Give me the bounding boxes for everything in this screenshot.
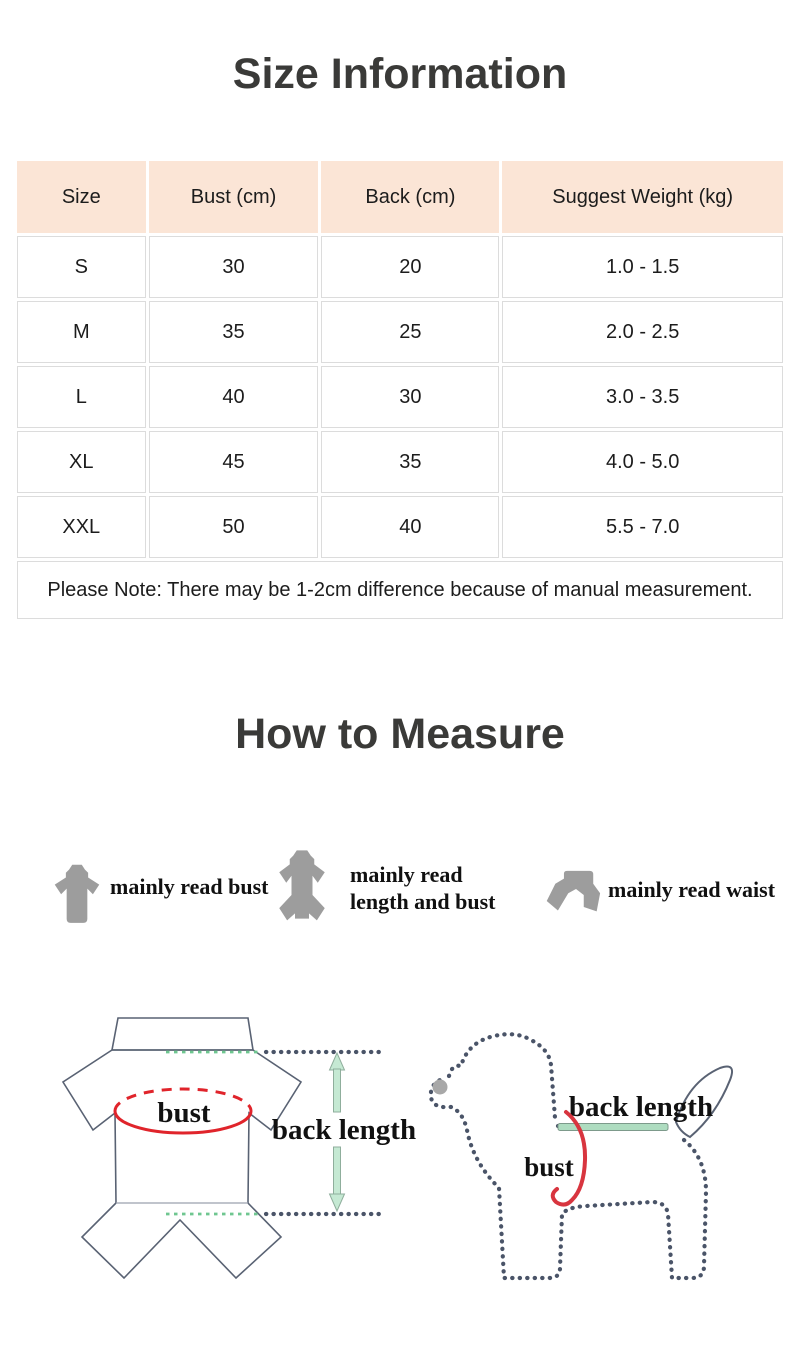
legend-label: mainly read waist <box>608 877 776 902</box>
cell-weight: 4.0 - 5.0 <box>502 431 783 493</box>
pants-icon <box>545 870 607 920</box>
page-title: Size Information <box>232 50 568 98</box>
measurement-note: Please Note: There may be 1-2cm difference because of manual measurement. <box>17 561 783 619</box>
cell-back: 30 <box>321 366 499 428</box>
cell-size: XXL <box>17 496 146 558</box>
section-title-how-to-measure: How to Measure <box>235 710 565 758</box>
cell-weight: 3.0 - 3.5 <box>502 366 783 428</box>
bust-label: bust <box>524 1152 574 1182</box>
cell-back: 35 <box>321 431 499 493</box>
cell-weight: 5.5 - 7.0 <box>502 496 783 558</box>
back-length-label: back length <box>271 1114 417 1146</box>
dog-diagram <box>431 1034 732 1278</box>
table-row <box>17 496 783 558</box>
cell-back: 20 <box>321 236 499 298</box>
cell-bust: 30 <box>149 236 319 298</box>
cell-bust: 45 <box>149 431 319 493</box>
cell-size: M <box>17 301 146 363</box>
cell-bust: 35 <box>149 301 319 363</box>
cell-back: 25 <box>321 301 499 363</box>
header-size: Size <box>17 161 146 233</box>
dog-nose <box>433 1080 448 1095</box>
size-table <box>14 158 786 622</box>
cell-size: S <box>17 236 146 298</box>
cell-bust: 40 <box>149 366 319 428</box>
table-header-row <box>17 161 783 233</box>
back-length-label: back length <box>568 1091 714 1123</box>
cell-size: XL <box>17 431 146 493</box>
measurement-diagrams <box>0 990 800 1352</box>
table-note-row <box>17 561 783 619</box>
table-row <box>17 301 783 363</box>
legend-label <box>350 861 496 915</box>
header-back: Back (cm) <box>321 161 499 233</box>
cell-back: 40 <box>321 496 499 558</box>
vest-icon <box>46 864 108 926</box>
legend-label-line2: length and bust <box>350 889 496 914</box>
legend-label-line1: mainly read <box>350 862 463 887</box>
legend-label: mainly read bust <box>110 874 269 899</box>
dog-back-length-bar <box>558 1124 668 1131</box>
cell-size: L <box>17 366 146 428</box>
table-row <box>17 236 783 298</box>
bodysuit-icon <box>274 849 330 927</box>
bust-label: bust <box>157 1097 211 1129</box>
table-row <box>17 431 783 493</box>
garment-diagram <box>63 1018 416 1278</box>
cell-weight: 1.0 - 1.5 <box>502 236 783 298</box>
table-row <box>17 366 783 428</box>
cell-bust: 50 <box>149 496 319 558</box>
header-weight: Suggest Weight (kg) <box>502 161 783 233</box>
header-bust: Bust (cm) <box>149 161 319 233</box>
cell-weight: 2.0 - 2.5 <box>502 301 783 363</box>
